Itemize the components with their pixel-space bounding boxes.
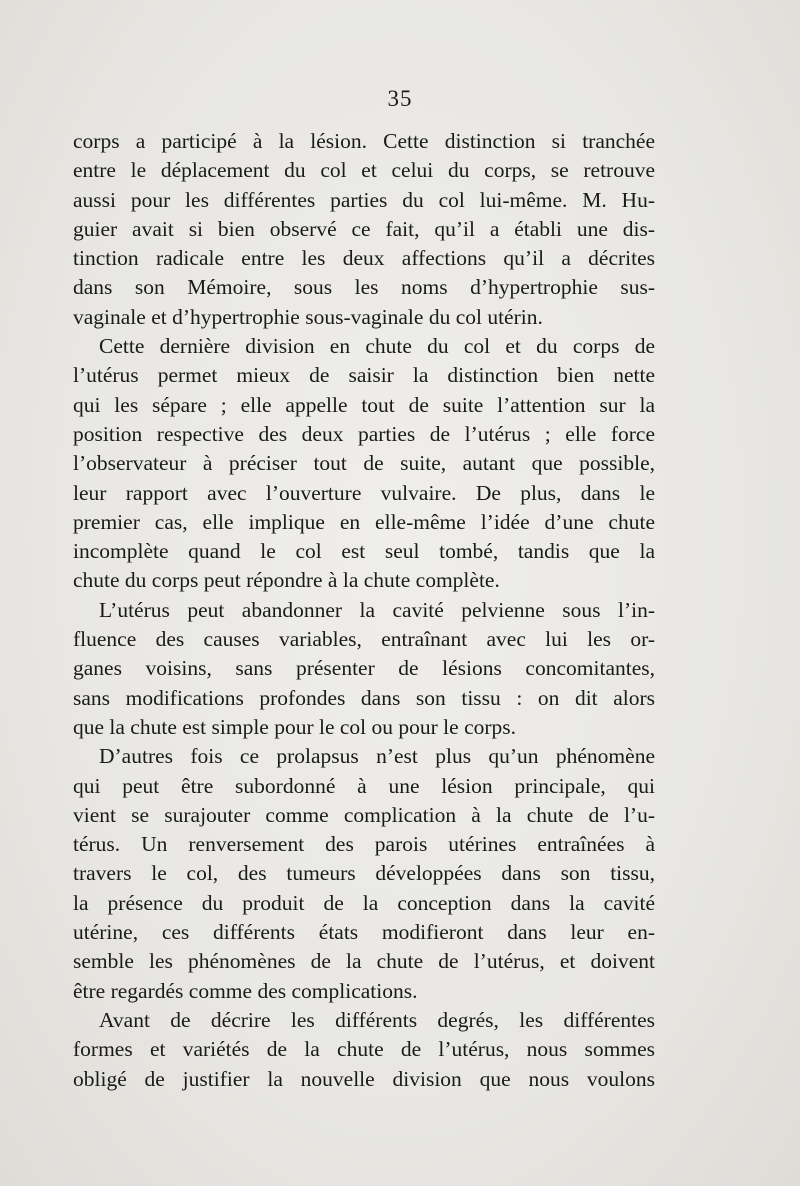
text-line: térus. Un renversement des parois utérines entraînées à [73, 832, 655, 857]
text-line: vient se surajouter comme complication à la chute de l’u- [73, 802, 655, 827]
text-line: fluence des causes variables, entraînant avec lui les or- [73, 627, 655, 652]
text-line: tinction radicale entre les deux affections qu’il a décrites [73, 246, 655, 271]
text-line: l’observateur à préciser tout de suite, autant que possible, [73, 451, 655, 476]
text-line: travers le col, des tumeurs développées dans son tissu, [73, 861, 655, 886]
text-line: vaginale et d’hypertrophie sous-vaginale du col utérin. [73, 304, 543, 329]
text-line: entre le déplacement du col et celui du corps, se retrouve [73, 158, 655, 183]
page-number: 35 [387, 86, 413, 111]
text-line: guier avait si bien observé ce fait, qu’il a établi une dis- [73, 216, 655, 241]
text-line: Cette dernière division en chute du col et du corps de [99, 334, 655, 359]
text-line: être regardés comme des complications. [73, 978, 418, 1003]
text-line: leur rapport avec l’ouverture vulvaire. De plus, dans le [73, 480, 655, 505]
text-line: sans modifications profondes dans son tissu : on dit alors [73, 685, 655, 710]
text-line: position respective des deux parties de l’utérus ; elle force [73, 421, 655, 446]
text-line: L’utérus peut abandonner la cavité pelvienne sous l’in- [99, 597, 655, 622]
text-line: que la chute est simple pour le col ou pour le corps. [73, 714, 517, 739]
text-line: corps a participé à la lésion. Cette distinction si tranchée [73, 129, 655, 153]
text-line: premier cas, elle implique en elle-même l’idée d’une chute [73, 509, 655, 534]
text-line: incomplète quand le col est seul tombé, tandis que la [73, 539, 655, 564]
text-line: chute du corps peut répondre à la chute complète. [73, 568, 500, 593]
text-line: la présence du produit de la conception dans la cavité [73, 890, 655, 915]
body-text [73, 127, 655, 1094]
text-line: qui peut être subordonné à une lésion principale, qui [73, 773, 655, 798]
text-line: semble les phénomènes de la chute de l’utérus, et doivent [73, 949, 655, 974]
text-line: qui les sépare ; elle appelle tout de suite l’attention sur la [73, 392, 655, 417]
text-line: aussi pour les différentes parties du col lui-même. M. Hu- [73, 187, 655, 212]
text-line: dans son Mémoire, sous les noms d’hypertrophie sus- [73, 275, 655, 300]
text-line: l’utérus permet mieux de saisir la distinction bien nette [73, 363, 655, 388]
text-line: utérine, ces différents états modifieront dans leur en- [73, 920, 655, 945]
text-line: ganes voisins, sans présenter de lésions concomitantes, [73, 656, 655, 681]
text-line: D’autres fois ce prolapsus n’est plus qu’un phénomène [99, 744, 655, 769]
text-line: obligé de justifier la nouvelle division que nous voulons [73, 1066, 655, 1091]
text-line: formes et variétés de la chute de l’utérus, nous sommes [73, 1037, 655, 1062]
text-line: Avant de décrire les différents degrés, les différentes [99, 1007, 655, 1032]
